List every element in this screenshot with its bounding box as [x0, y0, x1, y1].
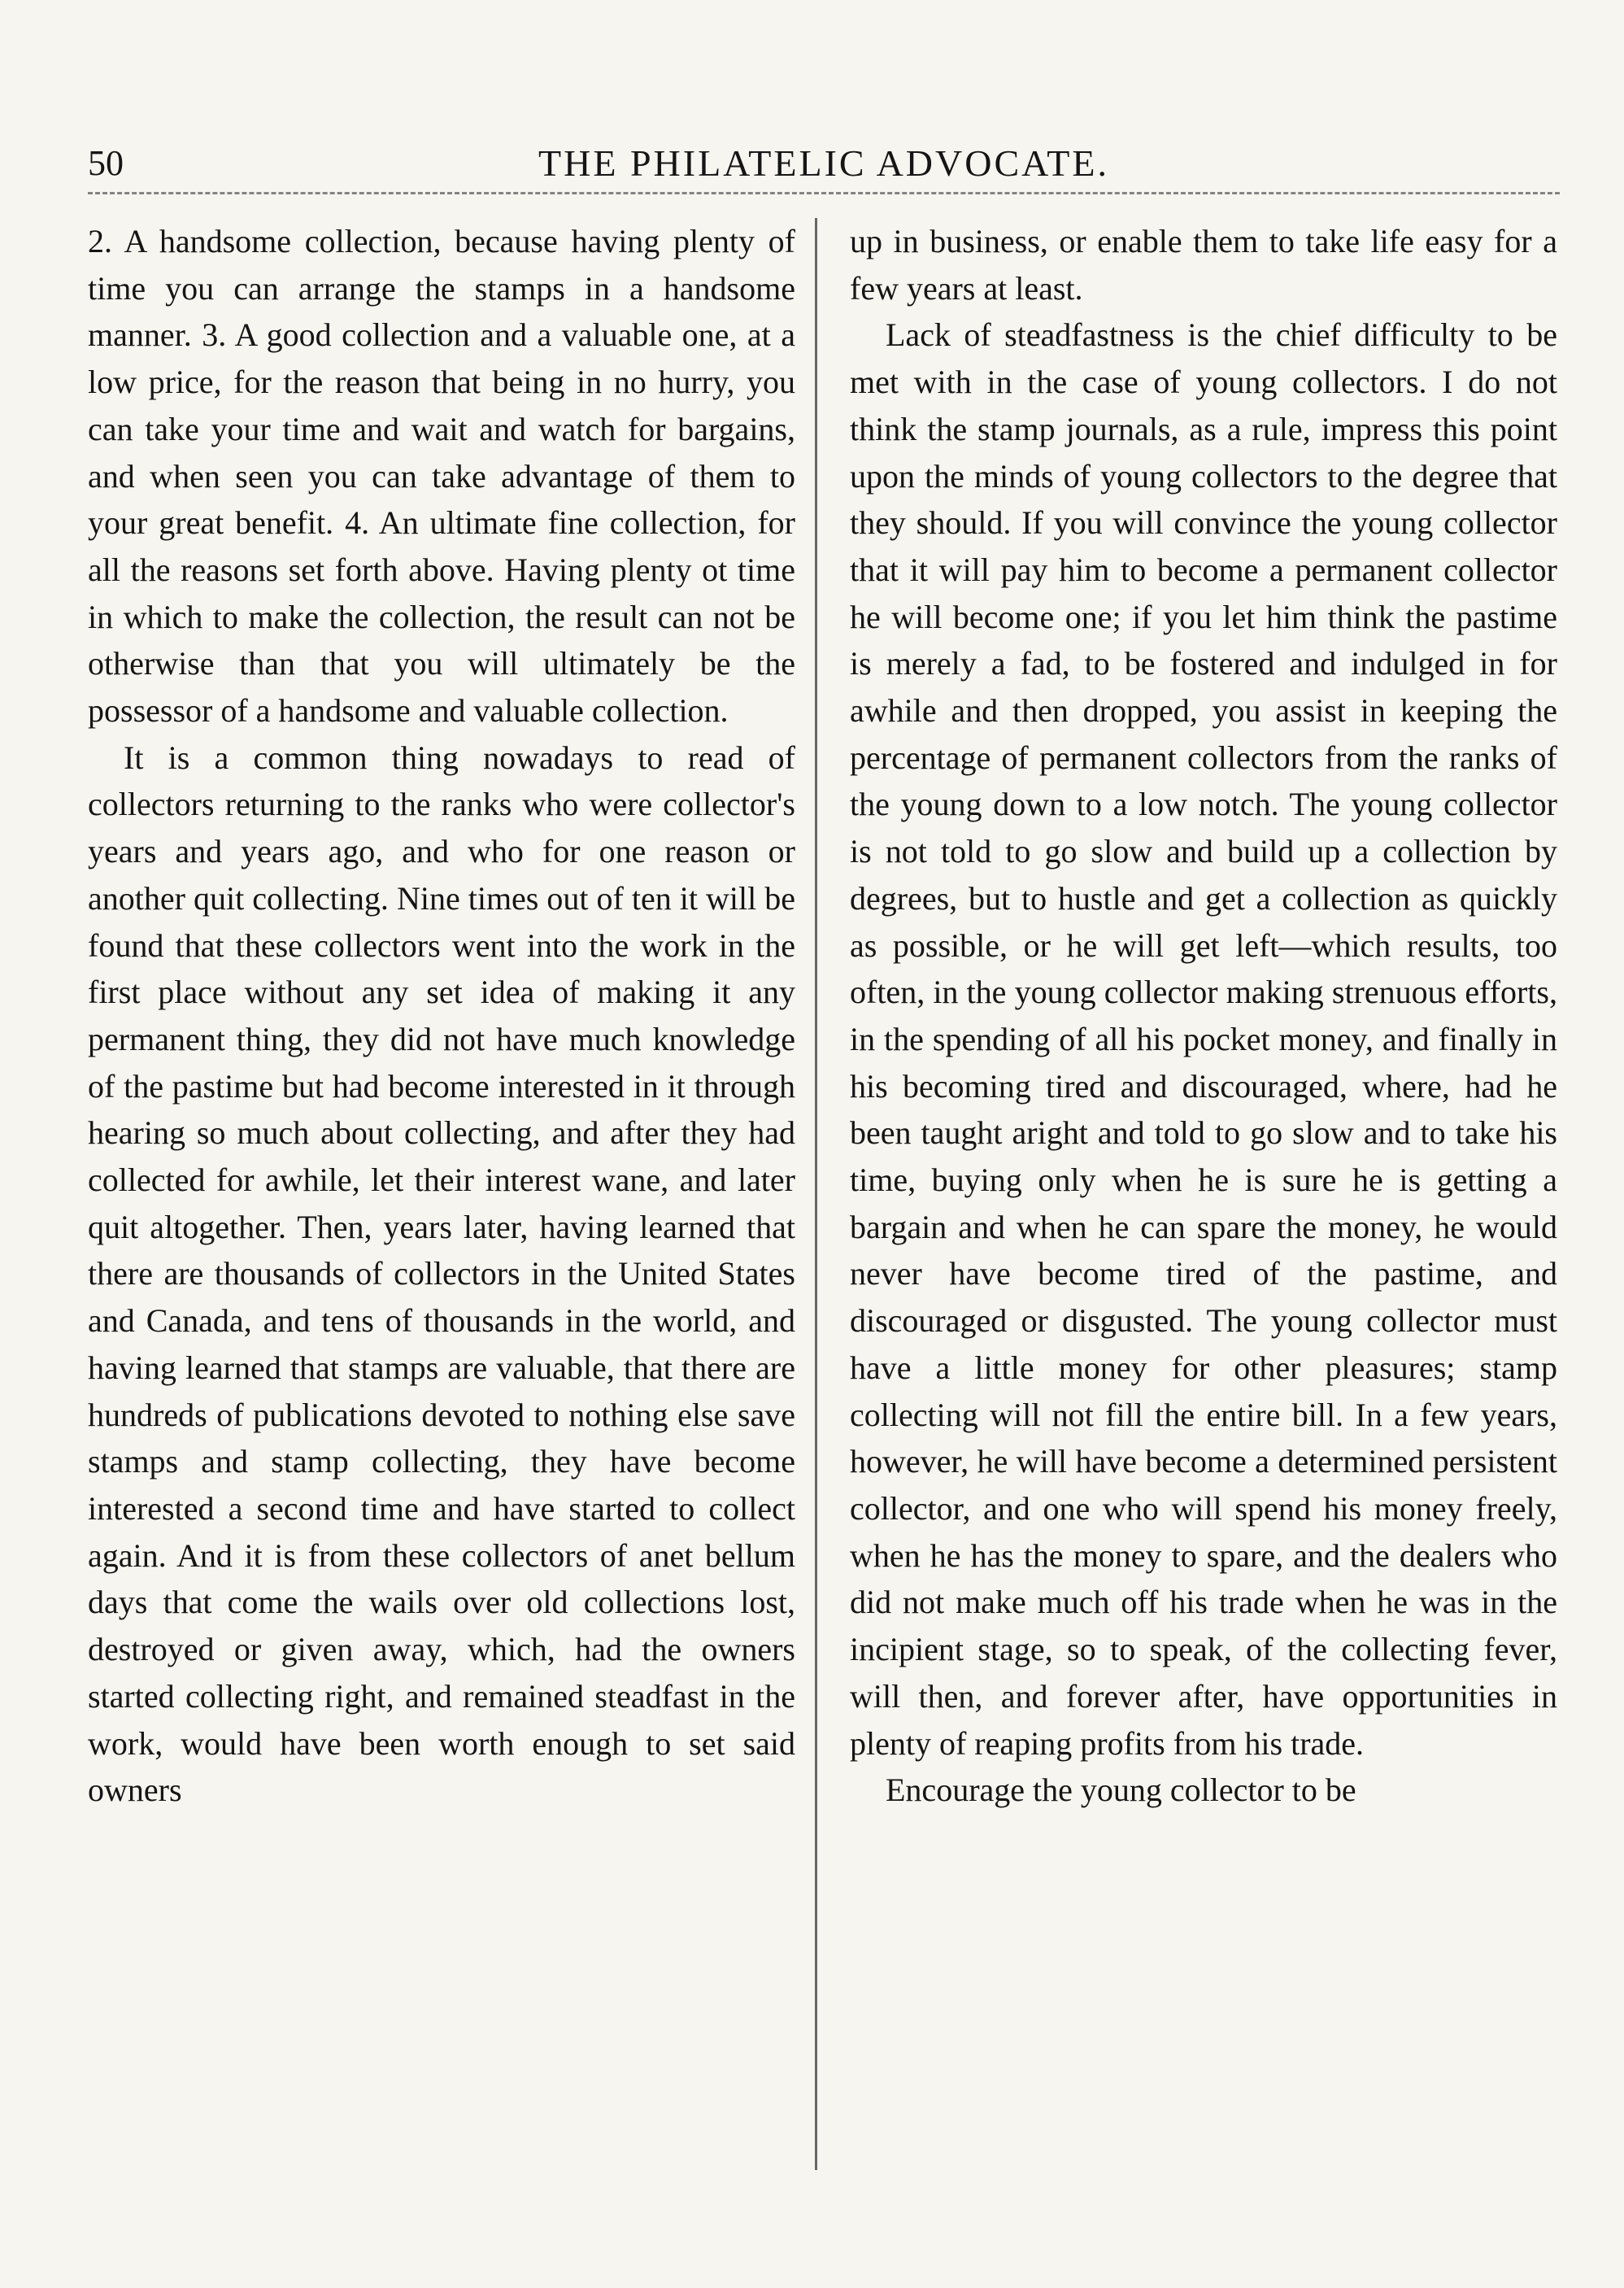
running-title: THE PHILATELIC ADVOCATE. [538, 142, 1109, 184]
paragraph: Encourage the young collector to be [886, 1772, 1356, 1809]
paragraph: It is a common thing nowadays to read of collectors returning to the ranks who were collector's years and years ago, and who for one reason or another quit collecting. Nine times out of ten it will be found that these collectors went into the work in the first place without any set idea of making it any permanent thing, they did not have much knowledge of the pastime but had become interested in it through hearing so much about collecting, and after they had collected for awhile, let their interest wane, and later quit altogether. Then, years later, having learned that there are thousands of collectors in the United States and Canada, and tens of thousands in the world, and having learned that stamps are valuable, that there are hundreds of publications devoted to nothing else save stamps and stamp collecting, they have become interested a second time and have started to collect again. And it is from these collectors of anet bellum days that come the wails over old collections lost, destroyed or given away, which, had the owners started collecting right, and remained steadfast in the work, would have been worth enough to set said owners [88, 739, 795, 1809]
paragraph: 2. A handsome collection, because having plenty of time you can arrange the stamps in a handsome manner. 3. A good collection and a valuable one, at a low price, for the reason that being in no hurry, you can take your time and wait and watch for bargains, and when seen you can take advantage of them to your great benefit. 4. An ultimate fine collection, for all the reasons set forth above. Having plenty ot time in which to make the collection, the result can not be otherwise than that you will ultimately be the possessor of a handsome and valuable collection. [88, 223, 795, 730]
page-number: 50 [88, 143, 124, 183]
paragraph: up in business, or enable them to take life easy for a few years at least. [850, 223, 1557, 307]
header-rule [88, 192, 1560, 194]
right-column [850, 218, 1557, 1814]
paragraph: Lack of steadfastness is the chief difficulty to be met with in the case of young collectors. I do not think the stamp journals, as a rule, impress this point upon the minds of young collectors to the degree that they should. If you will convince the young collector that it will pay him to become a permanent collector he will become one; if you let him think the pastime is merely a fad, to be fostered and indulged in for awhile and then dropped, you assist in keeping the percentage of permanent collectors from the ranks of the young down to a low notch. The young collector is not told to go slow and build up a collection by degrees, but to hustle and get a collection as quickly as possible, or he will get left—which results, too often, in the young collector making strenuous efforts, in the spending of all his pocket money, and finally in his becoming tired and discouraged, where, had he been taught aright and told to go slow and to take his time, buying only when he is sure he is getting a bargain and when he can spare the money, he would never have become tired of the pastime, and discouraged or disgusted. The young collector must have a little money for other pleasures; stamp collecting will not fill the entire bill. In a few years, however, he will have become a determined persistent collector, and one who will spend his money freely, when he has the money to spare, and the dealers who did not make much off his trade when he was in the incipient stage, so to speak, of the collecting fever, will then, and forever after, have opportunities in plenty of reaping profits from his trade. [850, 316, 1557, 1762]
page-header [88, 143, 1560, 200]
column-divider [815, 218, 817, 2170]
left-column [88, 218, 795, 1814]
